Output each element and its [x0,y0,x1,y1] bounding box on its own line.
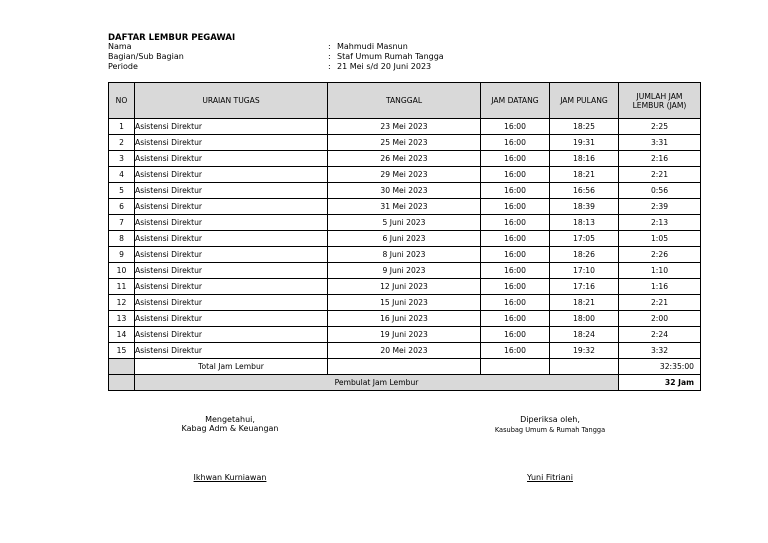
cell-uraian: Asistensi Direktur [135,295,328,311]
cell-uraian: Asistensi Direktur [135,311,328,327]
header-no: NO [109,83,135,119]
header-uraian: URAIAN TUGAS [135,83,328,119]
cell-uraian: Asistensi Direktur [135,167,328,183]
cell-jam-pulang: 18:39 [550,199,619,215]
table-row [109,343,701,359]
table-row [109,231,701,247]
signature-right [470,415,630,434]
cell-tanggal: 16 Juni 2023 [328,311,481,327]
table-row [109,295,701,311]
cell-jumlah: 3:32 [619,343,701,359]
info-colon: : [328,52,331,61]
cell-no: 5 [109,183,135,199]
cell-no: 11 [109,279,135,295]
cell-jam-pulang: 18:21 [550,295,619,311]
signature-left [160,415,300,433]
cell-uraian: Asistensi Direktur [135,215,328,231]
cell-jam-pulang: 19:32 [550,343,619,359]
cell-jumlah: 2:21 [619,167,701,183]
table-row [109,199,701,215]
cell-jam-datang: 16:00 [481,167,550,183]
pembulat-row [109,375,701,391]
cell-jam-pulang: 18:24 [550,327,619,343]
info-colon: : [328,62,331,71]
cell-jam-pulang: 17:05 [550,231,619,247]
info-value: Staf Umum Rumah Tangga [337,52,444,61]
cell-jumlah: 1:16 [619,279,701,295]
cell-tanggal: 19 Juni 2023 [328,327,481,343]
table-row [109,247,701,263]
cell-uraian: Asistensi Direktur [135,119,328,135]
cell-jumlah: 1:05 [619,231,701,247]
cell-jam-pulang: 18:13 [550,215,619,231]
table-row [109,279,701,295]
table-header-row [109,83,701,119]
cell-jumlah: 2:16 [619,151,701,167]
table-row [109,151,701,167]
cell-no: 7 [109,215,135,231]
cell-no: 14 [109,327,135,343]
info-label: Bagian/Sub Bagian [108,52,184,61]
cell-uraian: Asistensi Direktur [135,231,328,247]
cell-no: 13 [109,311,135,327]
cell-uraian: Asistensi Direktur [135,343,328,359]
cell-no: 3 [109,151,135,167]
cell-tanggal: 30 Mei 2023 [328,183,481,199]
cell-tanggal: 29 Mei 2023 [328,167,481,183]
cell-tanggal: 15 Juni 2023 [328,295,481,311]
cell-tanggal: 23 Mei 2023 [328,119,481,135]
cell-jumlah: 2:26 [619,247,701,263]
cell-no: 10 [109,263,135,279]
table-row [109,327,701,343]
table-row [109,183,701,199]
info-label: Periode [108,62,138,71]
cell-jam-datang: 16:00 [481,231,550,247]
total-blank-cell [109,359,135,375]
document-title: DAFTAR LEMBUR PEGAWAI [108,33,236,43]
cell-uraian: Asistensi Direktur [135,183,328,199]
table-row [109,263,701,279]
cell-jumlah: 1:10 [619,263,701,279]
cell-no: 8 [109,231,135,247]
cell-jam-pulang: 17:10 [550,263,619,279]
info-colon: : [328,42,331,51]
total-row [109,359,701,375]
cell-no: 6 [109,199,135,215]
cell-uraian: Asistensi Direktur [135,199,328,215]
cell-jam-datang: 16:00 [481,279,550,295]
pembulat-blank-cell [109,375,135,391]
cell-jam-datang: 16:00 [481,183,550,199]
cell-jumlah: 2:24 [619,327,701,343]
cell-jam-pulang: 18:25 [550,119,619,135]
cell-jam-pulang: 17:16 [550,279,619,295]
cell-jam-datang: 16:00 [481,215,550,231]
cell-no: 15 [109,343,135,359]
cell-tanggal: 6 Juni 2023 [328,231,481,247]
signature-left-line1: Mengetahui, [205,415,255,424]
total-value: 32:35:00 [619,359,701,375]
pembulat-label: Pembulat Jam Lembur [135,375,619,391]
cell-uraian: Asistensi Direktur [135,151,328,167]
header-jumlah [619,83,701,119]
cell-uraian: Asistensi Direktur [135,327,328,343]
cell-jam-pulang: 19:31 [550,135,619,151]
total-empty-datang [481,359,550,375]
cell-uraian: Asistensi Direktur [135,135,328,151]
signature-right-line2: Kasubag Umum & Rumah Tangga [494,426,606,434]
header-jam-pulang: JAM PULANG [550,83,619,119]
cell-tanggal: 12 Juni 2023 [328,279,481,295]
cell-jumlah: 2:00 [619,311,701,327]
cell-jumlah: 2:21 [619,295,701,311]
cell-uraian: Asistensi Direktur [135,247,328,263]
cell-tanggal: 9 Juni 2023 [328,263,481,279]
table-row [109,119,701,135]
cell-no: 12 [109,295,135,311]
total-empty-tanggal [328,359,481,375]
signature-right-name: Yuni Fitriani [527,473,573,482]
signature-right-line1: Diperiksa oleh, [520,415,580,424]
cell-jam-pulang: 18:21 [550,167,619,183]
cell-jam-datang: 16:00 [481,151,550,167]
header-jam-datang: JAM DATANG [481,83,550,119]
info-value: Mahmudi Masnun [337,42,408,51]
cell-jam-datang: 16:00 [481,295,550,311]
cell-jam-datang: 16:00 [481,311,550,327]
cell-jam-datang: 16:00 [481,263,550,279]
cell-jumlah: 2:39 [619,199,701,215]
signature-left-name: Ikhwan Kurniawan [193,473,267,482]
cell-uraian: Asistensi Direktur [135,279,328,295]
cell-jam-datang: 16:00 [481,119,550,135]
info-label: Nama [108,42,132,51]
cell-jam-datang: 16:00 [481,247,550,263]
cell-jam-pulang: 18:00 [550,311,619,327]
cell-tanggal: 20 Mei 2023 [328,343,481,359]
cell-jumlah: 2:25 [619,119,701,135]
cell-jam-pulang: 16:56 [550,183,619,199]
pembulat-value: 32 Jam [619,375,701,391]
cell-jam-datang: 16:00 [481,343,550,359]
cell-tanggal: 8 Juni 2023 [328,247,481,263]
cell-tanggal: 25 Mei 2023 [328,135,481,151]
header-tanggal: TANGGAL [328,83,481,119]
cell-jumlah: 2:13 [619,215,701,231]
header-jumlah-line2: LEMBUR (JAM) [632,100,687,110]
cell-no: 1 [109,119,135,135]
table-row [109,135,701,151]
cell-uraian: Asistensi Direktur [135,263,328,279]
table-row [109,167,701,183]
total-label: Total Jam Lembur [135,359,328,375]
cell-jumlah: 0:56 [619,183,701,199]
cell-no: 4 [109,167,135,183]
cell-tanggal: 26 Mei 2023 [328,151,481,167]
signature-left-line2: Kabag Adm & Keuangan [181,424,279,433]
cell-tanggal: 31 Mei 2023 [328,199,481,215]
cell-jam-datang: 16:00 [481,135,550,151]
cell-tanggal: 5 Juni 2023 [328,215,481,231]
cell-jam-datang: 16:00 [481,327,550,343]
cell-no: 9 [109,247,135,263]
cell-jam-datang: 16:00 [481,199,550,215]
table-row [109,215,701,231]
cell-no: 2 [109,135,135,151]
cell-jam-pulang: 18:16 [550,151,619,167]
overtime-table [108,82,701,391]
cell-jam-pulang: 18:26 [550,247,619,263]
total-empty-pulang [550,359,619,375]
header-jumlah-line1: JUMLAH JAM [636,91,683,101]
info-value: 21 Mei s/d 20 Juni 2023 [337,62,432,71]
cell-jumlah: 3:31 [619,135,701,151]
table-row [109,311,701,327]
